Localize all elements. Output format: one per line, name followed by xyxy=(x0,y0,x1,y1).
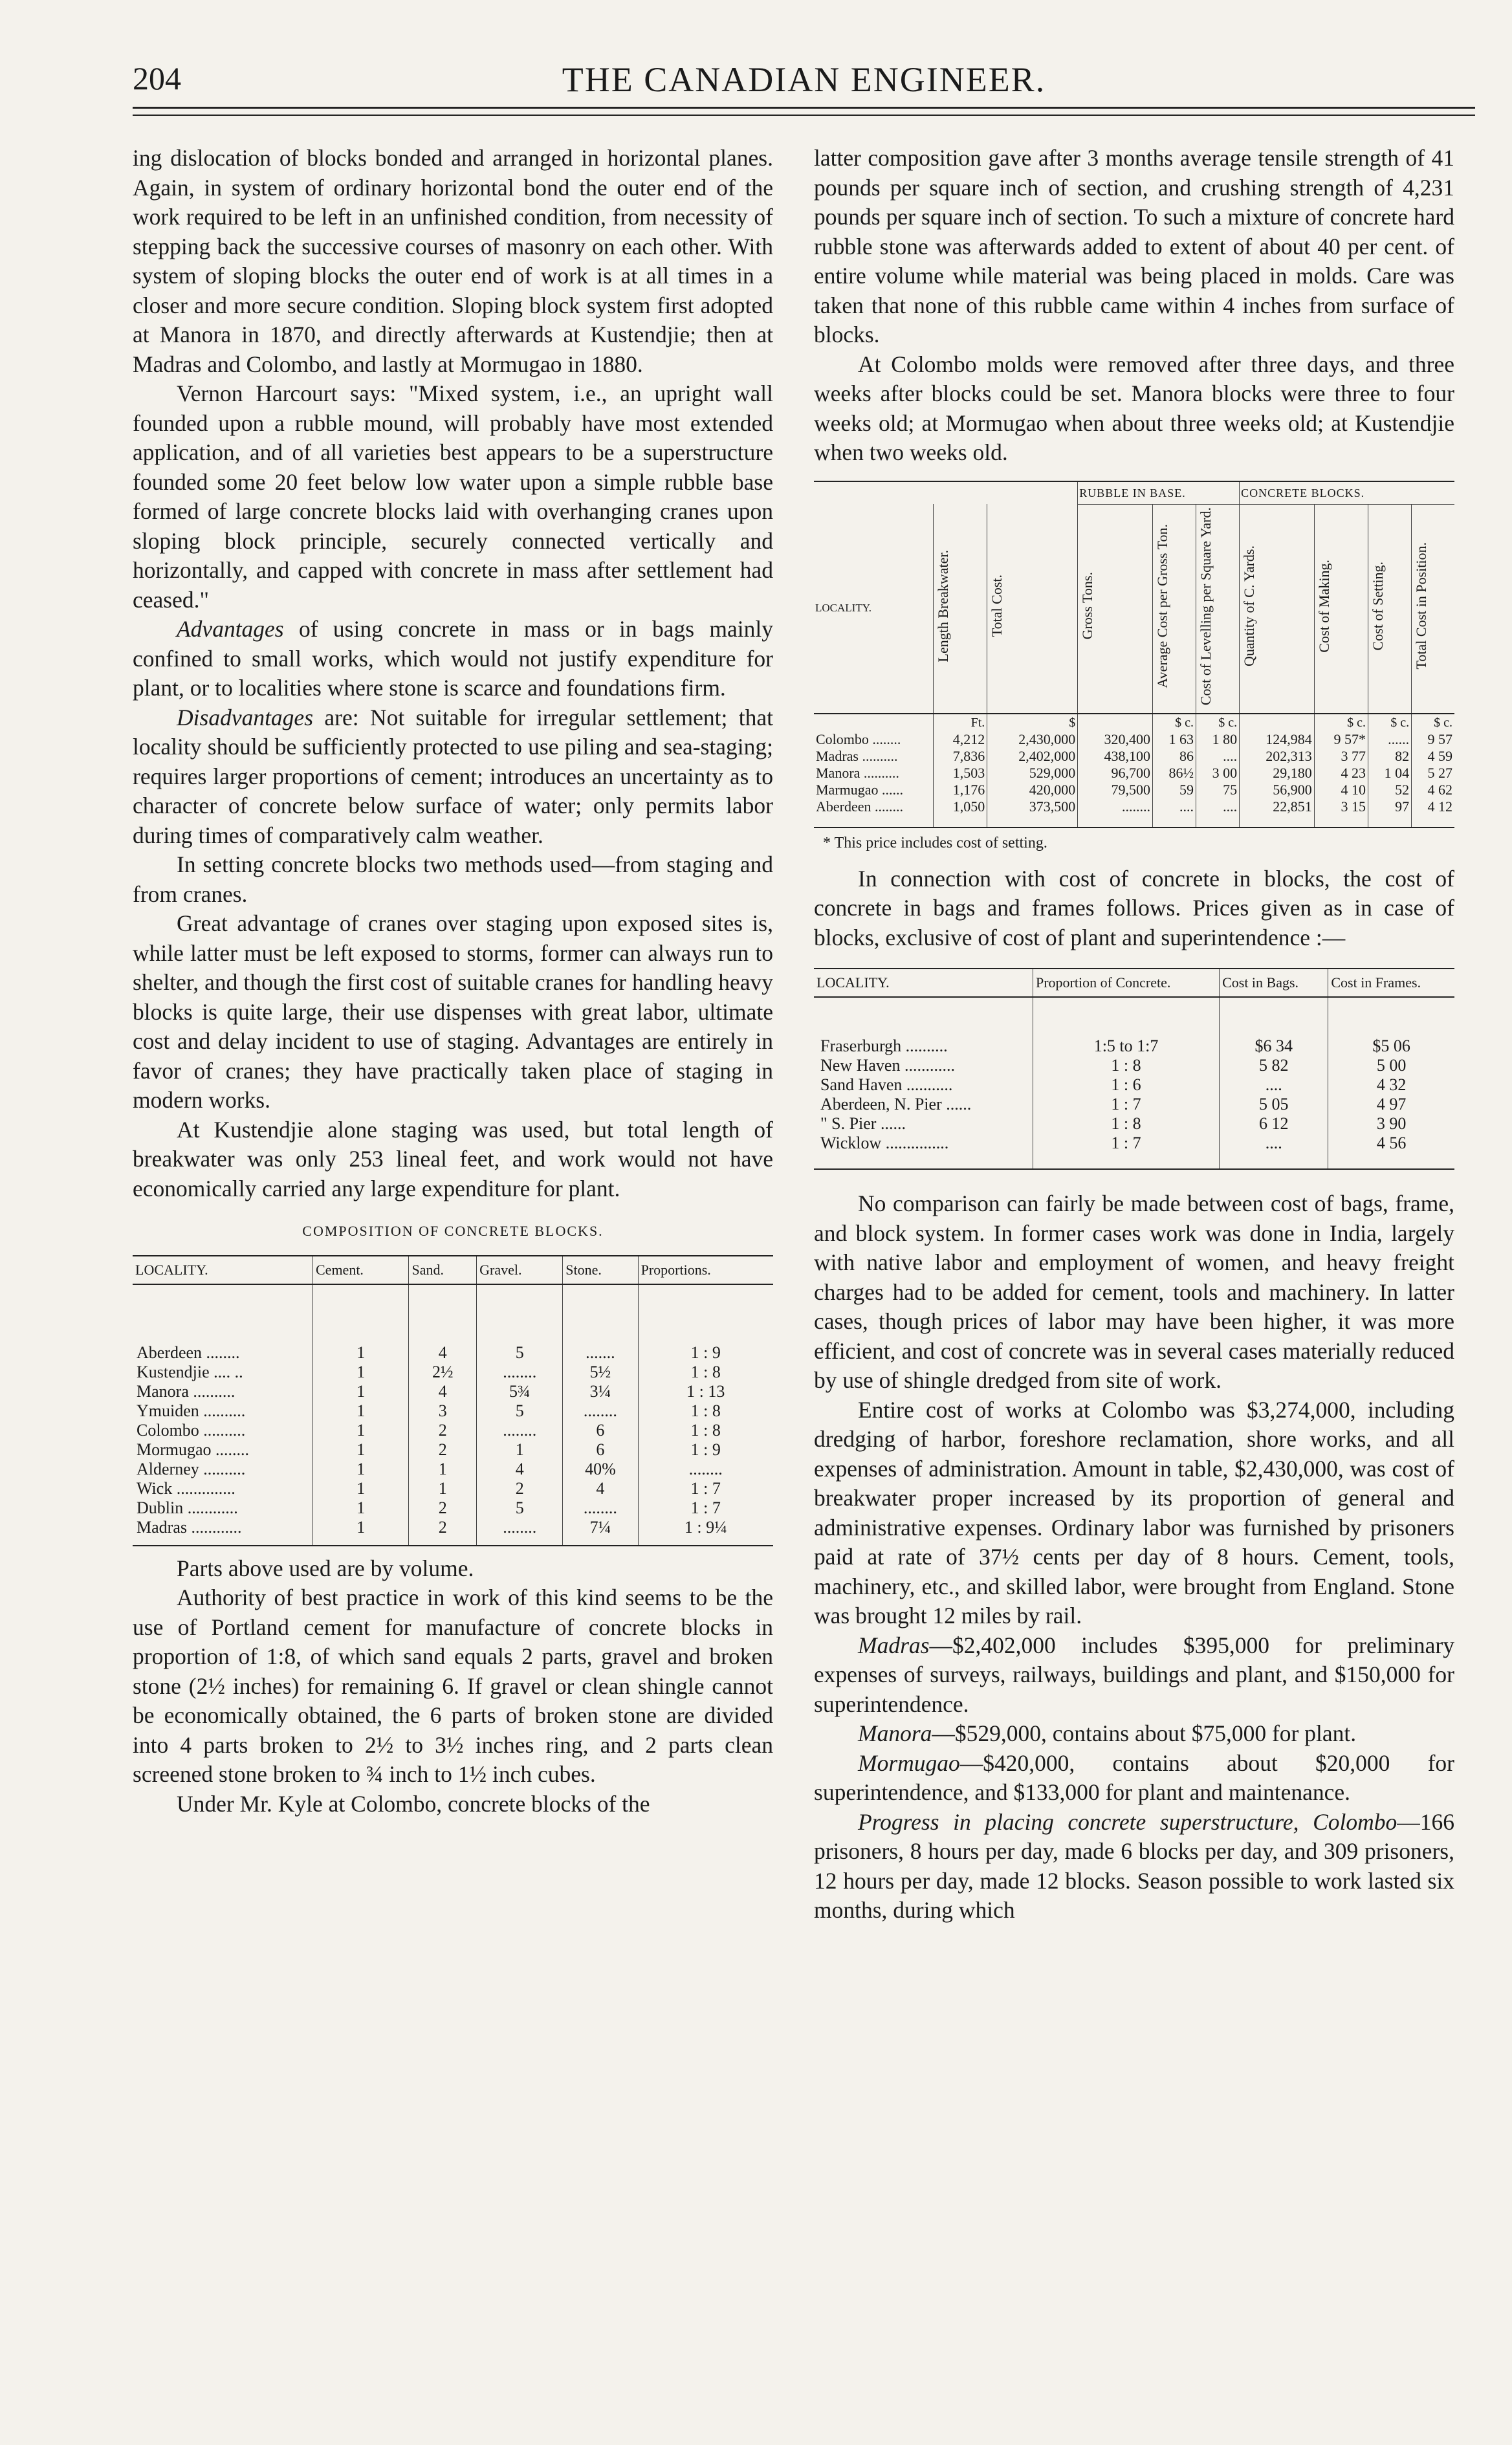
row-locality: Manora .......... xyxy=(816,764,899,781)
table-cell: 3 xyxy=(409,1401,477,1421)
paragraph: In connection with cost of concrete in blocks, the cost of concrete in bags and frames follows. Prices given as in case of blocks, exclusive of cost of plant and superintendence :— xyxy=(814,865,1454,950)
table-cell: 320,400 xyxy=(1078,731,1153,748)
row-locality: Fraserburgh .......... xyxy=(820,1036,948,1056)
table-cell: 1,050 xyxy=(934,798,987,828)
table-cell: 1 : 8 xyxy=(638,1421,773,1440)
group-header-concrete: CONCRETE BLOCKS. xyxy=(1240,481,1454,505)
paragraph-label: Madras xyxy=(858,1632,930,1658)
table-cell: 4 59 xyxy=(1412,748,1454,765)
table-cell: 56,900 xyxy=(1240,782,1315,798)
table-row xyxy=(814,1114,1454,1134)
table-row xyxy=(814,997,1454,1056)
table-cell: 86 xyxy=(1152,748,1196,765)
row-locality: Aberdeen ........ xyxy=(137,1343,240,1362)
table-cell: 2 xyxy=(409,1518,477,1546)
table-cell: 438,100 xyxy=(1078,748,1153,765)
cost-table xyxy=(814,481,1454,828)
journal-title: THE CANADIAN ENGINEER. xyxy=(562,60,1046,99)
table-cell: 6 xyxy=(563,1421,638,1440)
table-cell: .... xyxy=(1220,1075,1328,1095)
table-cell: 1 : 13 xyxy=(638,1382,773,1401)
table-row xyxy=(133,1284,773,1363)
row-locality: Manora .......... xyxy=(137,1381,236,1401)
table-row xyxy=(133,1401,773,1421)
table-cell: 1 xyxy=(409,1479,477,1498)
table-header: Quantity of C. Yards. xyxy=(1240,504,1315,714)
table-cell: 5 05 xyxy=(1220,1095,1328,1114)
row-locality: Wicklow ............... xyxy=(820,1134,949,1153)
table-cell: 1 : 7 xyxy=(638,1498,773,1518)
table-cell: 4 10 xyxy=(1314,782,1368,798)
table-cell: 1 : 8 xyxy=(1033,1056,1220,1075)
paragraph-label: Advantages xyxy=(177,616,284,642)
table-cell: 3 00 xyxy=(1196,765,1240,782)
table-cell: 1 : 7 xyxy=(1033,1134,1220,1169)
table-cell: 1 xyxy=(313,1421,409,1440)
table-cell: 1 xyxy=(313,1479,409,1498)
table-cell: 1 : 9¼ xyxy=(638,1518,773,1546)
table-header: Length Breakwater. xyxy=(934,504,987,714)
table-header: LOCALITY. xyxy=(814,504,934,714)
table-cell: 1 xyxy=(313,1498,409,1518)
table-cell: 1 xyxy=(409,1460,477,1479)
table-header: Proportions. xyxy=(638,1256,773,1284)
table-cell: $ xyxy=(987,714,1078,731)
paragraph: Vernon Harcourt says: "Mixed system, i.e., an upright wall founded upon a rubble mound, will probably have most extended application, and of all varieties best appears to be a superstructure founded some 20 feet below low water upon a simple rubble base formed of large concrete blocks laid with overhanging cranes upon sloping block principle, securely connected vertically and horizontally, and capped with concrete in mass after settlement had ceased." xyxy=(133,380,773,613)
table-cell: 96,700 xyxy=(1078,765,1153,782)
table-cell: 1 xyxy=(313,1460,409,1479)
table-cell: 202,313 xyxy=(1240,748,1315,765)
table-cell: 1 : 8 xyxy=(638,1401,773,1421)
table-header: Total Cost. xyxy=(987,504,1078,714)
row-locality: Kustendjie .... .. xyxy=(137,1362,243,1381)
row-locality: Ymuiden .......... xyxy=(137,1401,246,1420)
table-cell: 5¾ xyxy=(477,1382,563,1401)
table-cell: 2 xyxy=(409,1421,477,1440)
table-cell: 1 : 7 xyxy=(1033,1095,1220,1114)
table-cell: $ c. xyxy=(1196,714,1240,731)
table-cell: 52 xyxy=(1368,782,1412,798)
table-cell: ....... xyxy=(563,1284,638,1363)
table-cell: $5 06 xyxy=(1328,997,1454,1056)
table-cell: 1 xyxy=(313,1363,409,1382)
table-cell: 4 97 xyxy=(1328,1095,1454,1114)
table-header: Sand. xyxy=(409,1256,477,1284)
table-cell: 3 15 xyxy=(1314,798,1368,828)
paragraph: Mormugao—$420,000, contains about $20,000 for superintendence, and $133,000 for plant and maintenance. xyxy=(814,1749,1454,1806)
table-header: Gross Tons. xyxy=(1078,504,1153,714)
paragraph: Advantages of using concrete in mass or in bags mainly confined to small works, which would not justify expenditure for plant, or to localities where stone is scarce and foundations firm. xyxy=(133,616,773,701)
table-header: Cost of Making. xyxy=(1314,504,1368,714)
table-header: Gravel. xyxy=(477,1256,563,1284)
table-cell: 3 77 xyxy=(1314,748,1368,765)
table-cell: 1 xyxy=(313,1518,409,1546)
table-row xyxy=(133,1498,773,1518)
table-cell: 9 57* xyxy=(1314,731,1368,748)
paragraph-label: Disadvantages xyxy=(177,704,314,730)
row-locality: Colombo ........ xyxy=(816,730,901,747)
table-cell: $ c. xyxy=(1368,714,1412,731)
table-cell: 4 62 xyxy=(1412,782,1454,798)
table-row xyxy=(133,1440,773,1460)
table-cell: 5 xyxy=(477,1498,563,1518)
table-cell: 75 xyxy=(1196,782,1240,798)
paragraph: latter composition gave after 3 months average tensile strength of 41 pounds per square inch of section, and crushing strength of 4,231 pounds per square inch of section. To such a mixture of concrete hard rubble stone was afterwards added to extent of about 40 per cent. of entire volume while material was being placed in molds. Care was taken that none of this rubble came within 4 inches from surface of blocks. xyxy=(814,145,1454,347)
table-cell: 420,000 xyxy=(987,782,1078,798)
table-cell: ........ xyxy=(477,1421,563,1440)
table-cell: 2 xyxy=(409,1440,477,1460)
table-header: Proportion of Concrete. xyxy=(1033,969,1220,997)
table-cell: 5 00 xyxy=(1328,1056,1454,1075)
table-cell: 5 xyxy=(477,1401,563,1421)
table-cell: 1 80 xyxy=(1196,731,1240,748)
table-row xyxy=(814,765,1454,782)
table-cell: 3 90 xyxy=(1328,1114,1454,1134)
row-locality xyxy=(814,714,934,731)
table-cell: 79,500 xyxy=(1078,782,1153,798)
table-cell: 1 xyxy=(313,1284,409,1363)
table-row xyxy=(814,1095,1454,1114)
table-cell: 1 xyxy=(477,1440,563,1460)
table-cell: ........ xyxy=(638,1460,773,1479)
table-cell: .... xyxy=(1152,798,1196,828)
table-cell: ...... xyxy=(1368,731,1412,748)
group-header-rubble: RUBBLE IN BASE. xyxy=(1078,481,1240,505)
table-cell: $ c. xyxy=(1314,714,1368,731)
table-cell: ........ xyxy=(563,1401,638,1421)
table-cell: 529,000 xyxy=(987,765,1078,782)
table-cell: 1 : 9 xyxy=(638,1440,773,1460)
row-locality: Alderney .......... xyxy=(137,1459,246,1478)
table-cell: 1,503 xyxy=(934,765,987,782)
paragraph-label: Mormugao xyxy=(858,1749,960,1776)
paragraph: Manora—$529,000, contains about $75,000 for plant. xyxy=(858,1720,1357,1747)
table-cell: 4 xyxy=(409,1382,477,1401)
table-row xyxy=(814,714,1454,731)
paragraph: ing dislocation of blocks bonded and arranged in horizontal planes. Again, in system of ordinary horizontal bond the outer end of the work required to be left in an unfinished condition, from necessity of stepping back the successive courses of masonry on each other. With system of sloping blocks the outer end of work is at all times in a closer and more secure condition. Sloping block system first adopted at Manora in 1870, and directly afterwards at Kustendjie; then at Madras and Colombo, and lastly at Mormugao in 1880. xyxy=(133,145,773,377)
table-header: Cost in Bags. xyxy=(1220,969,1328,997)
table-cell: 4 12 xyxy=(1412,798,1454,828)
table-row xyxy=(133,1460,773,1479)
table-cell: 59 xyxy=(1152,782,1196,798)
table-cell: 82 xyxy=(1368,748,1412,765)
table-cell: 2 xyxy=(409,1498,477,1518)
paragraph: No comparison can fairly be made between cost of bags, frame, and block system. In former cases work was done in India, largely with native labor and employment of women, and heavy freight charges had to be added for cement, tools and machinery. In latter cases, though prices of labor may have been higher, it was more efficient, and cost of concrete was in several cases materially reduced by use of shingle dredged from site of work. xyxy=(814,1190,1454,1394)
header-rule xyxy=(133,107,1475,109)
table-cell: 1,176 xyxy=(934,782,987,798)
table-cell: 5 27 xyxy=(1412,765,1454,782)
table-header: Stone. xyxy=(563,1256,638,1284)
table-cell: ........ xyxy=(1078,798,1153,828)
table-cell: .... xyxy=(1220,1134,1328,1169)
left-column xyxy=(133,144,773,1819)
paragraph: At Colombo molds were removed after three days, and three weeks after blocks could be set. Manora blocks were three to four weeks old; at Mormugao when about three weeks old; at Kustendjie when two weeks old. xyxy=(814,351,1454,465)
table-caption: COMPOSITION OF CONCRETE BLOCKS. xyxy=(302,1223,604,1239)
table-cell: 22,851 xyxy=(1240,798,1315,828)
paragraph: Disadvantages are: Not suitable for irregular settlement; that locality should be sufficiently protected to use piling and sea-staging; requires larger proportions of cement; introduces an uncertainty as to character of concrete below surface of water; only permits labor during times of comparatively calm weather. xyxy=(133,704,773,848)
table-cell: $6 34 xyxy=(1220,997,1328,1056)
row-locality: Wick .............. xyxy=(137,1478,236,1498)
table-header: LOCALITY. xyxy=(814,969,1033,997)
table-cell xyxy=(1078,714,1153,731)
table-cell: 1 xyxy=(313,1440,409,1460)
table-cell: $ c. xyxy=(1412,714,1454,731)
table-footnote: * This price includes cost of setting. xyxy=(823,834,1047,851)
table-cell: 4,212 xyxy=(934,731,987,748)
table-cell: 1 63 xyxy=(1152,731,1196,748)
table-row xyxy=(814,798,1454,828)
table-cell: 1 : 7 xyxy=(638,1479,773,1498)
table-row xyxy=(814,748,1454,765)
table-cell: 29,180 xyxy=(1240,765,1315,782)
table-row xyxy=(814,782,1454,798)
paragraph: In setting concrete blocks two methods used—from staging and from cranes. xyxy=(133,851,773,907)
paragraph: Under Mr. Kyle at Colombo, concrete blocks of the xyxy=(177,1790,650,1817)
table-header: Cost in Frames. xyxy=(1328,969,1454,997)
row-locality: Madras .......... xyxy=(816,747,898,764)
table-cell: 9 57 xyxy=(1412,731,1454,748)
composition-table xyxy=(133,1255,773,1546)
table-cell: 4 xyxy=(409,1284,477,1363)
row-locality: Madras ............ xyxy=(137,1517,242,1537)
row-locality: Mormugao ........ xyxy=(137,1440,250,1459)
header-rule-thin xyxy=(133,115,1475,116)
table-cell: 40% xyxy=(563,1460,638,1479)
right-column xyxy=(814,144,1454,1925)
paragraph: Progress in placing concrete superstructure, Colombo—166 prisoners, 8 hours per day, made 6 blocks per day, and 309 prisoners, 12 hours per day, made 12 blocks. Season possible to work lasted six months, during which xyxy=(814,1808,1454,1924)
table-cell: 5½ xyxy=(563,1363,638,1382)
table-cell: 4 xyxy=(477,1460,563,1479)
bags-frames-table xyxy=(814,968,1454,1170)
table-row xyxy=(814,1075,1454,1095)
table-cell: 1 xyxy=(313,1401,409,1421)
table-header: Cement. xyxy=(313,1256,409,1284)
table-header: Cost of Levelling per Square Yard. xyxy=(1196,504,1240,714)
row-locality: " S. Pier ...... xyxy=(820,1114,906,1134)
table-cell: 1 04 xyxy=(1368,765,1412,782)
row-locality: Marmugao ...... xyxy=(816,781,904,798)
table-header: Total Cost in Position. xyxy=(1412,504,1454,714)
table-row xyxy=(814,1134,1454,1169)
row-locality: New Haven ............ xyxy=(820,1056,955,1075)
table-cell: 4 23 xyxy=(1314,765,1368,782)
table-cell: 7,836 xyxy=(934,748,987,765)
paragraph: Authority of best practice in work of this kind seems to be the use of Portland cement for manufacture of concrete blocks in proportion of 1:8, of which sand equals 2 parts, gravel and broken stone (2½ inches) for remaining 6. If gravel or clean shingle cannot be economically obtained, the 6 parts of broken stone are divided into 4 parts broken to 2½ to 3½ inches ring, and 2 parts clean screened stone broken to ¾ inch to 1½ inch cubes. xyxy=(133,1584,773,1787)
table-cell: 1 : 8 xyxy=(1033,1114,1220,1134)
table-cell: 1:5 to 1:7 xyxy=(1033,997,1220,1056)
table-cell: 124,984 xyxy=(1240,731,1315,748)
table-row xyxy=(133,1421,773,1440)
table-cell: 4 xyxy=(563,1479,638,1498)
table-row xyxy=(814,731,1454,748)
row-locality: Aberdeen, N. Pier ...... xyxy=(820,1095,972,1114)
table-cell: Ft. xyxy=(934,714,987,731)
table-cell: 5 82 xyxy=(1220,1056,1328,1075)
paragraph: Entire cost of works at Colombo was $3,274,000, including dredging of harbor, foreshore reclamation, shore works, and all expenses of administration. Amount in table, $2,430,000, was cost of breakwater proper increased by its proportion of general and administrative expenses. Ordinary labor was furnished by prisoners paid at rate of 37½ cents per day of 8 hours. Cement, tools, machinery, etc., and skilled labor, were brought from England. Stone was brought 12 miles by rail. xyxy=(814,1396,1454,1629)
table-cell: 2,430,000 xyxy=(987,731,1078,748)
table-cell: 97 xyxy=(1368,798,1412,828)
table-cell: 86½ xyxy=(1152,765,1196,782)
paragraph: Great advantage of cranes over staging upon exposed sites is, while latter must be left exposed to storms, former can always run to shelter, and though the first cost of suitable cranes for handling heavy blocks is quite large, their use dispenses with great labor, ultimate cost and delay incident to use of staging. Advantages are entirely in favor of cranes; they have practically taken place of staging in modern works. xyxy=(133,910,773,1113)
table-cell: 2 xyxy=(477,1479,563,1498)
table-header: Average Cost per Gross Ton. xyxy=(1152,504,1196,714)
row-locality: Colombo .......... xyxy=(137,1420,246,1440)
table-cell xyxy=(1240,714,1315,731)
table-row xyxy=(133,1479,773,1498)
table-cell: ........ xyxy=(563,1498,638,1518)
table-row xyxy=(133,1382,773,1401)
table-cell: 3¼ xyxy=(563,1382,638,1401)
table-cell: .... xyxy=(1196,798,1240,828)
table-cell: 373,500 xyxy=(987,798,1078,828)
table-cell: 6 xyxy=(563,1440,638,1460)
paragraph-label: Progress in placing concrete superstructure, Colombo xyxy=(858,1808,1397,1835)
paragraph: Madras—$2,402,000 includes $395,000 for preliminary expenses of surveys, railways, buildings and plant, and $150,000 for superintendence. xyxy=(814,1632,1454,1717)
table-cell: 6 12 xyxy=(1220,1114,1328,1134)
table-row xyxy=(133,1518,773,1546)
table-cell: .... xyxy=(1196,748,1240,765)
table-cell: ........ xyxy=(477,1518,563,1546)
table-header: Cost of Setting. xyxy=(1368,504,1412,714)
table-cell: 4 56 xyxy=(1328,1134,1454,1169)
table-cell: 2,402,000 xyxy=(987,748,1078,765)
table-row xyxy=(814,1056,1454,1075)
paragraph-label: Manora xyxy=(858,1720,932,1747)
table-cell: 1 : 9 xyxy=(638,1284,773,1363)
table-row xyxy=(133,1363,773,1382)
table-cell: 1 : 6 xyxy=(1033,1075,1220,1095)
table-cell: 4 32 xyxy=(1328,1075,1454,1095)
table-cell: $ c. xyxy=(1152,714,1196,731)
table-cell: 7¼ xyxy=(563,1518,638,1546)
page-number: 204 xyxy=(133,60,181,96)
page-header xyxy=(133,60,1475,111)
table-cell: 5 xyxy=(477,1284,563,1363)
table-cell: 1 : 8 xyxy=(638,1363,773,1382)
row-locality: Dublin ............ xyxy=(137,1498,238,1517)
table-header: LOCALITY. xyxy=(133,1256,313,1284)
table-cell: ........ xyxy=(477,1363,563,1382)
paragraph: At Kustendjie alone staging was used, but total length of breakwater was only 253 lineal feet, and work would not have economically carried any large expenditure for plant. xyxy=(133,1116,773,1201)
paragraph: Parts above used are by volume. xyxy=(177,1555,474,1581)
table-cell: 1 xyxy=(313,1382,409,1401)
table-cell: 2½ xyxy=(409,1363,477,1382)
row-locality: Aberdeen ........ xyxy=(816,798,904,815)
row-locality: Sand Haven ........... xyxy=(820,1075,953,1095)
